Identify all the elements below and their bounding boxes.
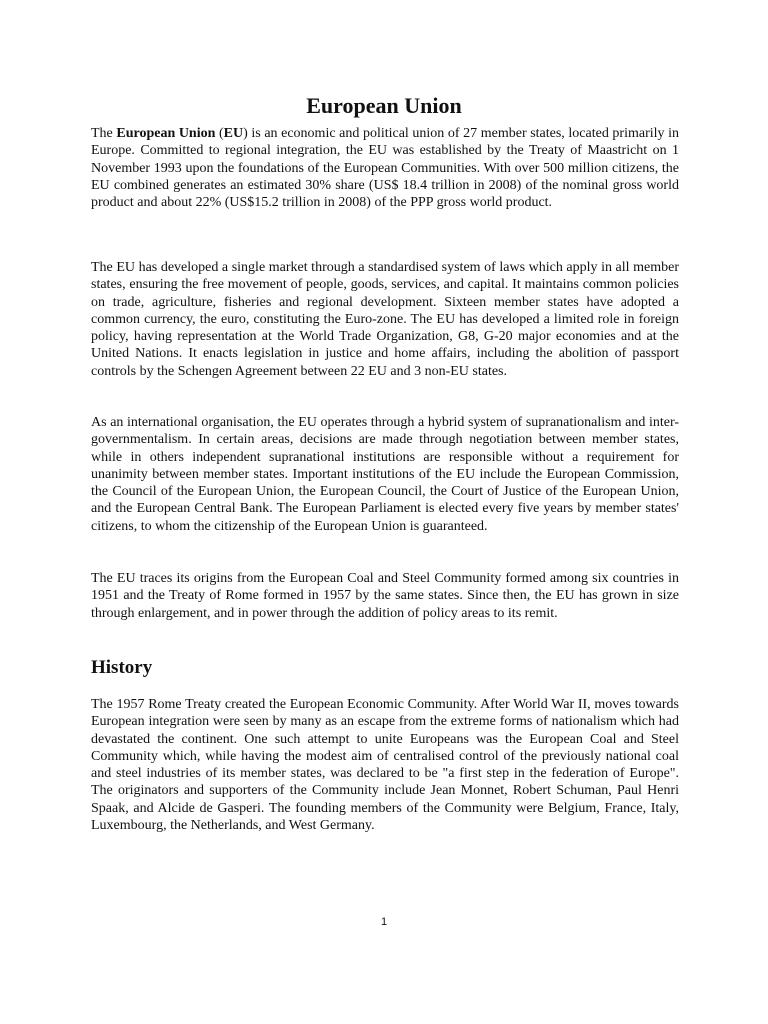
intro-rest-text: ) is an economic and political union of 27 member states, located primarily in Europe. Committed to regional integration, the EU was established by the Treaty of Maastricht on 1 November 1993 upon the foundations of the European Communities. With over 500 million citizens, the EU combined generates an estimated 30% share (US$ 18.4 trillion in 2008) of the nominal gross world product and about 22% (US$15.2 trillion in 2008) of the PPP gross world product. [91,126,679,211]
intro-bold-abbreviation: EU [223,126,244,141]
intro-paragraph [91,125,679,211]
history-paragraph: The 1957 Rome Treaty created the European Economic Community. After World War II, moves towards European integration were seen by many as an escape from the extreme forms of nationalism which had devastated the continent. One such attempt to unite Europeans was the European Coal and Steel Community which, while having the modest aim of centralised control of the previously national coal and steel industries of its member states, was declared to be "a first step in the federation of Europe". The originators and supporters of the Community include Jean Monnet, Robert Schuman, Paul Henri Spaak, and Alcide de Gasperi. The founding members of the Community were Belgium, France, Italy, Luxembourg, the Netherlands, and West Germany. [91,697,679,834]
page-number: 1 [380,916,388,928]
intro-lead-text: The [91,126,117,141]
history-heading: History [91,657,153,678]
document-title: European Union [306,93,462,118]
single-market-paragraph: The EU has developed a single market through a standardised system of laws which apply in all member states, ensuring the free movement of people, goods, services, and capital. It maintains common policies on trade, agriculture, fisheries and regional development. Sixteen member states have adopted a common currency, the euro, constituting the Euro-zone. The EU has developed a limited role in foreign policy, having representation at the World Trade Organization, G8, G-20 major economies and at the United Nations. It enacts legislation in justice and home affairs, including the abolition of passport controls by the Schengen Agreement between 22 EU and 3 non-EU states. [91,260,679,379]
intro-open-paren: ( [215,126,224,141]
origins-paragraph: The EU traces its origins from the European Coal and Steel Community formed among six countries in 1951 and the Treaty of Rome formed in 1957 by the same states. Since then, the EU has grown in size through enlargement, and in power through the addition of policy areas to its remit. [91,571,679,621]
intro-bold-term: European Union [116,126,216,141]
institutions-paragraph: As an international organisation, the EU operates through a hybrid system of supranationalism and inter-governmentalism. In certain areas, decisions are made through negotiation between member states, while in others independent supranational institutions are responsible without a requirement for unanimity between member states. Important institutions of the EU include the European Commission, the Council of the European Union, the European Council, the Court of Justice of the European Union, and the European Central Bank. The European Parliament is elected every five years by member states' citizens, to whom the citizenship of the European Union is guaranteed. [91,415,679,534]
